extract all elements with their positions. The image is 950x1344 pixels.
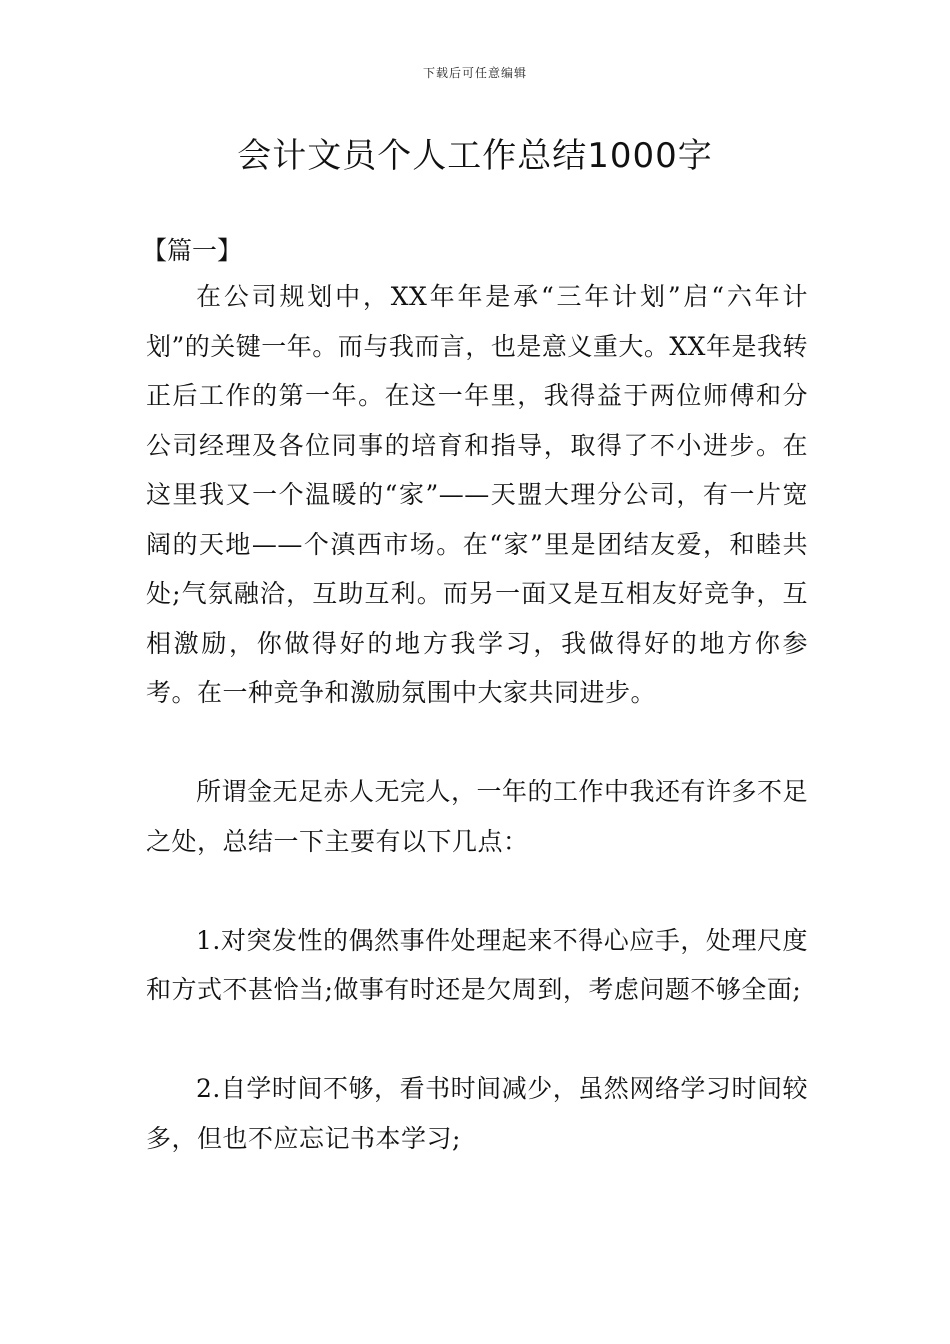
paragraph-2: 所谓金无足赤人无完人，一年的工作中我还有许多不足之处，总结一下主要有以下几点： (146, 777, 809, 856)
paragraph-gap (146, 718, 808, 768)
paragraph-gap (146, 866, 808, 916)
paragraph-gap (146, 1015, 808, 1065)
paragraph-3: 1.对突发性的偶然事件处理起来不得心应手，处理尺度和方式不甚恰当;做事有时还是欠周到，考虑问题不够全面; (146, 925, 808, 1004)
paragraph-1: 在公司规划中，XX年年是承“三年计划”启“六年计划”的关键一年。而与我而言，也是意义重大。XX年是我转正后工作的第一年。在这一年里，我得益于两位师傅和分公司经理及各位同事的培育和指导，取得了不小进步。在这里我又一个温暖的“家”——天盟大理分公司，有一片宽阔的天地——个滇西市场。在“家”里是团结友爱，和睦共处;气氛融洽，互助互利。而另一面又是互相友好竞争，互相激励，你做得好的地方我学习，我做得好的地方你参考。在一种竞争和激励氛围中大家共同进步。 (146, 282, 808, 707)
paragraph-4: 2.自学时间不够，看书时间减少，虽然网络学习时间较多，但也不应忘记书本学习; (146, 1074, 808, 1153)
document-body (142, 230, 809, 1163)
header-note: 下载后可任意编辑 (422, 66, 527, 80)
document-title: 会计文员个人工作总结1000字 (237, 136, 713, 176)
section-label: 【篇一】 (142, 236, 243, 265)
